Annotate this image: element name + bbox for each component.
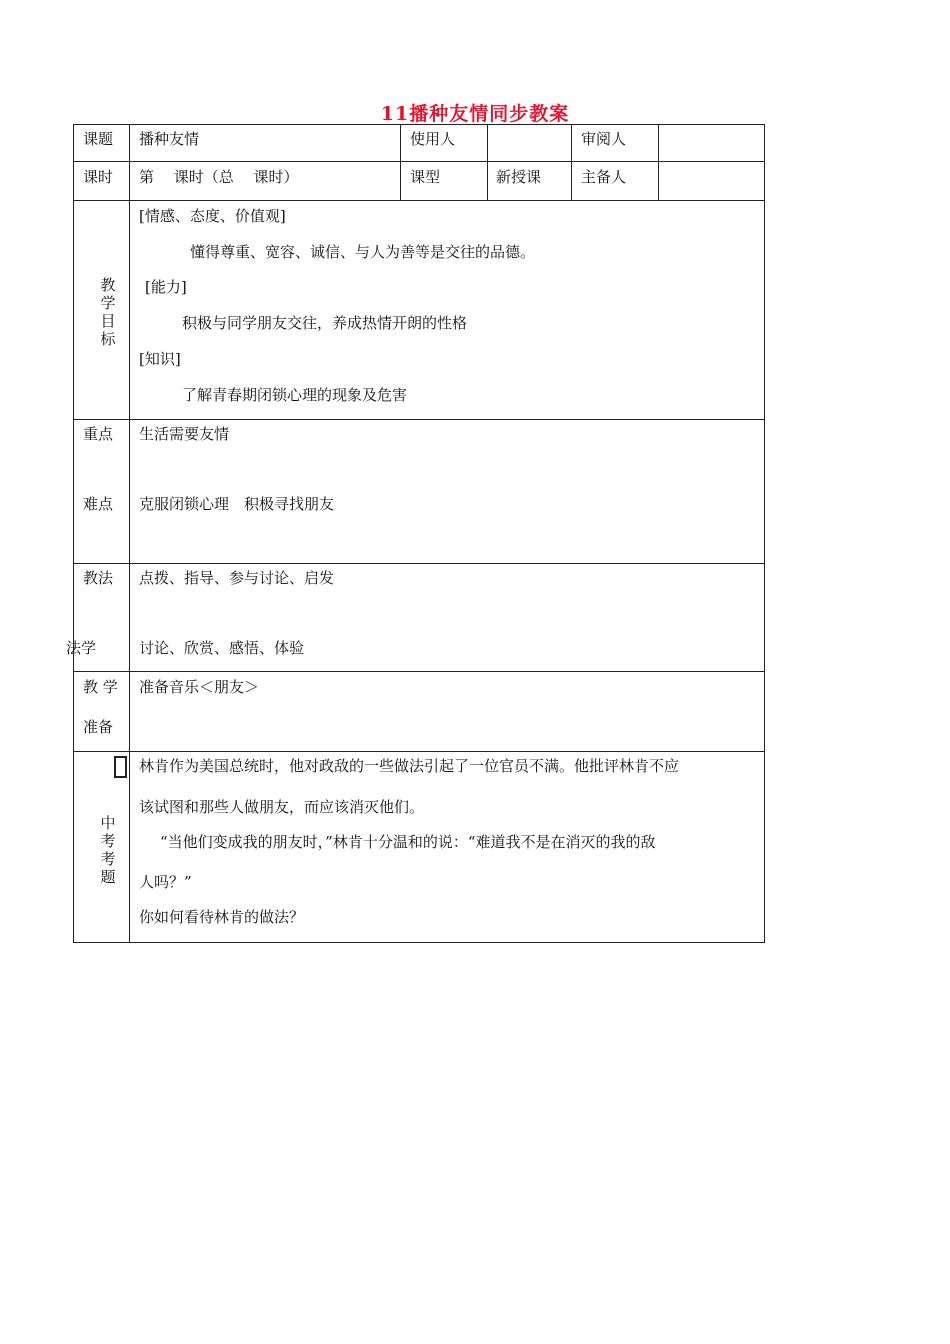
teach-method-value: 点拨、指导、参与讨论、启发 — [139, 569, 335, 587]
label-period: 课时 — [83, 168, 114, 186]
label-preparer: 主备人 — [581, 168, 627, 186]
label-preparation-1: 教 学 — [83, 678, 118, 696]
label-teach-method: 教法 — [83, 569, 114, 587]
subject-value: 播种友情 — [139, 130, 200, 148]
row-divider — [73, 751, 765, 752]
key-value: 生活需要友情 — [139, 425, 230, 443]
row-divider — [73, 671, 765, 672]
row-divider — [73, 563, 765, 564]
label-key: 重点 — [83, 425, 114, 443]
exam-line-3: “当他们变成我的朋友时，”林肯十分温和的说：“难道我不是在消灭的我的敌 — [160, 833, 656, 851]
preparation-value: 准备音乐＜朋友＞ — [139, 678, 260, 696]
knowledge-heading: [知识] — [139, 350, 181, 368]
document-title: 11播种友情同步教案 — [380, 103, 570, 125]
row-divider — [73, 200, 765, 201]
difficult-value: 克服闭锁心理 积极寻找朋友 — [139, 495, 335, 513]
column-divider — [400, 124, 401, 201]
label-exam: 中考考题 — [100, 814, 116, 886]
label-reviewer: 审阅人 — [581, 130, 627, 148]
exam-line-5: 你如何看待林肯的做法？ — [139, 908, 305, 926]
exam-line-1: 林肯作为美国总统时，他对政敌的一些做法引起了一位官员不满。他批评林肯不应 — [139, 757, 680, 775]
column-divider — [129, 124, 130, 943]
column-divider — [658, 124, 659, 201]
label-user: 使用人 — [410, 130, 456, 148]
emotion-heading: [情感、态度、价值观] — [139, 207, 286, 225]
row-divider — [73, 161, 765, 162]
row-divider — [73, 419, 765, 420]
label-preparation-2: 准备 — [83, 718, 114, 736]
label-subject: 课题 — [83, 130, 114, 148]
ability-text: 积极与同学朋友交往，养成热情开朗的性格 — [182, 314, 468, 332]
learn-method-value: 讨论、欣赏、感悟、体验 — [139, 639, 305, 657]
label-learn-method: 法学 — [66, 639, 97, 657]
emotion-text: 懂得尊重、宽容、诚信、与人为善等是交往的品德。 — [190, 243, 536, 261]
period-value: 第 课时（总 课时） — [139, 168, 299, 186]
type-value: 新授课 — [496, 168, 542, 186]
label-difficult: 难点 — [83, 495, 114, 513]
exam-line-4: 人吗？” — [139, 873, 192, 891]
knowledge-text: 了解青春期闭锁心理的现象及危害 — [182, 386, 408, 404]
exam-line-2: 该试图和那些人做朋友，而应该消灭他们。 — [139, 798, 425, 816]
column-divider — [487, 124, 488, 201]
column-divider — [571, 124, 572, 201]
label-objectives: 教学目标 — [100, 276, 116, 348]
ability-heading: [能力] — [145, 278, 187, 296]
label-type: 课型 — [410, 168, 441, 186]
answer-box — [114, 756, 127, 778]
